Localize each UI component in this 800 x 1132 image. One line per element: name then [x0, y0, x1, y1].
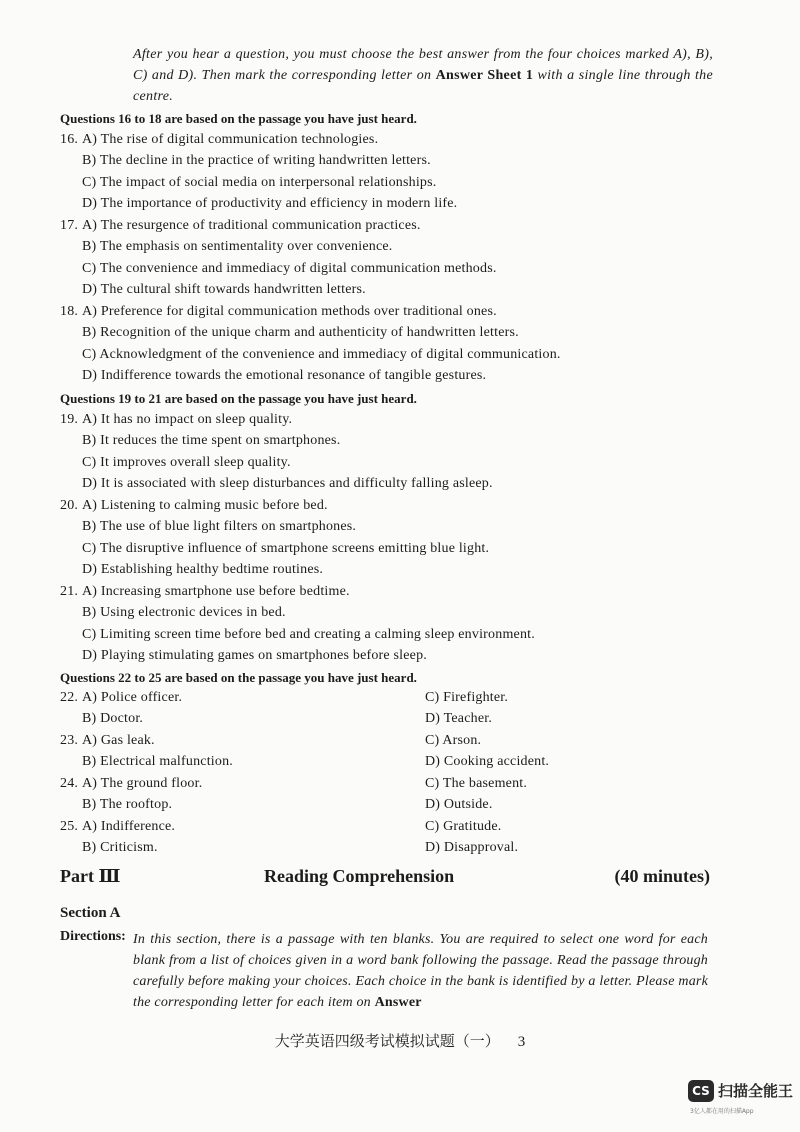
- question-23-option-b[interactable]: B) Electrical malfunction.: [82, 754, 233, 769]
- question-number: 23.: [60, 733, 79, 748]
- watermark-tagline: 3亿人都在用的扫描App: [690, 1108, 754, 1115]
- question-20-option-a[interactable]: [60, 498, 328, 514]
- watermark-app-name: 扫描全能王: [718, 1082, 794, 1100]
- question-16-option-b[interactable]: B) The decline in the practice of writing handwritten letters.: [82, 153, 431, 168]
- part-title: Reading Comprehension: [264, 866, 455, 886]
- option-text: A) Preference for digital communication methods over traditional ones.: [82, 304, 497, 319]
- question-24-option-d[interactable]: D) Outside.: [425, 797, 493, 812]
- question-21-option-c[interactable]: C) Limiting screen time before bed and creating a calming sleep environment.: [82, 627, 535, 642]
- question-18-option-b[interactable]: B) Recognition of the unique charm and authenticity of handwritten letters.: [82, 325, 519, 340]
- question-group-heading: Questions 16 to 18 are based on the passage you have just heard.: [60, 111, 417, 126]
- page-number: 3: [517, 1034, 526, 1050]
- question-18-option-a[interactable]: [60, 304, 497, 320]
- question-25-option-c[interactable]: C) Gratitude.: [425, 819, 502, 834]
- question-21-option-a[interactable]: [60, 584, 350, 600]
- question-24-option-a[interactable]: [60, 776, 202, 792]
- question-number: 24.: [60, 776, 79, 791]
- question-21-option-d[interactable]: D) Playing stimulating games on smartphones before sleep.: [82, 648, 428, 663]
- listening-instructions: [133, 44, 713, 107]
- question-number: 21.: [60, 584, 79, 599]
- option-text: A) The rise of digital communication technologies.: [82, 132, 379, 147]
- part-label: Part Ⅲ: [60, 866, 121, 886]
- question-group-heading: Questions 22 to 25 are based on the passage you have just heard.: [60, 670, 417, 685]
- section-title: Section A: [60, 905, 121, 921]
- question-number: 19.: [60, 412, 79, 427]
- question-25-option-d[interactable]: D) Disapproval.: [425, 840, 519, 855]
- question-19-option-d[interactable]: D) It is associated with sleep disturbances and difficulty falling asleep.: [82, 476, 493, 491]
- question-17-option-d[interactable]: D) The cultural shift towards handwritten letters.: [82, 282, 366, 297]
- question-16-option-a[interactable]: [60, 132, 378, 148]
- question-20-option-c[interactable]: C) The disruptive influence of smartphone screens emitting blue light.: [82, 541, 490, 556]
- option-text: A) Listening to calming music before bed.: [82, 498, 328, 513]
- part-heading: [60, 866, 710, 892]
- option-text: A) Indifference.: [82, 819, 176, 834]
- question-16-option-c[interactable]: C) The impact of social media on interpersonal relationships.: [82, 175, 437, 190]
- camscanner-logo-icon: CS: [688, 1080, 714, 1102]
- question-22-option-a[interactable]: [60, 690, 182, 706]
- question-24-option-b[interactable]: B) The rooftop.: [82, 797, 173, 812]
- question-21-option-b[interactable]: B) Using electronic devices in bed.: [82, 605, 286, 620]
- part-time: (40 minutes): [614, 866, 710, 886]
- question-number: 17.: [60, 218, 79, 233]
- directions-answer-label: Answer: [374, 995, 422, 1010]
- question-23-option-a[interactable]: [60, 733, 155, 749]
- question-23-option-d[interactable]: D) Cooking accident.: [425, 754, 550, 769]
- page-footer: [0, 1030, 800, 1051]
- question-17-option-a[interactable]: [60, 218, 421, 234]
- question-group-heading: Questions 19 to 21 are based on the passage you have just heard.: [60, 391, 417, 406]
- question-22-option-b[interactable]: B) Doctor.: [82, 711, 144, 726]
- question-22-option-c[interactable]: C) Firefighter.: [425, 690, 509, 705]
- question-20-option-b[interactable]: B) The use of blue light filters on smartphones.: [82, 519, 357, 534]
- option-text: A) Police officer.: [82, 690, 183, 705]
- instructions-text: After you hear a question, you must choose the best answer from the four choices marked A), B), C) and D). Then mark the corresponding letter on: [133, 47, 713, 83]
- instructions-text-end: with a single line through the centre.: [133, 68, 713, 104]
- question-17-option-c[interactable]: C) The convenience and immediacy of digital communication methods.: [82, 261, 497, 276]
- question-19-option-b[interactable]: B) It reduces the time spent on smartphones.: [82, 433, 341, 448]
- directions-body: In this section, there is a passage with ten blanks. You are required to select one word for each blank from a list of choices given in a word bank following the passage. Read the passage through carefully before making your choices. Each choice in the bank is identified by a letter. Please mark the corresponding letter for each item on: [133, 932, 708, 1010]
- question-25-option-b[interactable]: B) Criticism.: [82, 840, 158, 855]
- option-text: A) Increasing smartphone use before bedtime.: [82, 584, 350, 599]
- option-text: A) The ground floor.: [82, 776, 203, 791]
- question-19-option-c[interactable]: C) It improves overall sleep quality.: [82, 455, 291, 470]
- question-18-option-d[interactable]: D) Indifference towards the emotional resonance of tangible gestures.: [82, 368, 487, 383]
- option-text: A) The resurgence of traditional communication practices.: [82, 218, 421, 233]
- question-25-option-a[interactable]: [60, 819, 175, 835]
- option-text: A) Gas leak.: [82, 733, 155, 748]
- question-20-option-d[interactable]: D) Establishing healthy bedtime routines.: [82, 562, 324, 577]
- question-number: 20.: [60, 498, 79, 513]
- question-number: 22.: [60, 690, 79, 705]
- question-number: 25.: [60, 819, 79, 834]
- question-18-option-c[interactable]: C) Acknowledgment of the convenience and immediacy of digital communication.: [82, 347, 561, 362]
- question-22-option-d[interactable]: D) Teacher.: [425, 711, 493, 726]
- directions-label: Directions:: [60, 929, 126, 944]
- question-24-option-c[interactable]: C) The basement.: [425, 776, 528, 791]
- question-23-option-c[interactable]: C) Arson.: [425, 733, 482, 748]
- question-16-option-d[interactable]: D) The importance of productivity and efficiency in modern life.: [82, 196, 458, 211]
- footer-title: 大学英语四级考试模拟试题（一）: [274, 1032, 500, 1050]
- option-text: A) It has no impact on sleep quality.: [82, 412, 293, 427]
- scanner-watermark: [688, 1076, 796, 1126]
- question-17-option-b[interactable]: B) The emphasis on sentimentality over convenience.: [82, 239, 393, 254]
- question-number: 16.: [60, 132, 79, 147]
- question-number: 18.: [60, 304, 79, 319]
- question-19-option-a[interactable]: [60, 412, 292, 428]
- answer-sheet-label: Answer Sheet 1: [435, 68, 534, 83]
- directions-text: [133, 929, 708, 1013]
